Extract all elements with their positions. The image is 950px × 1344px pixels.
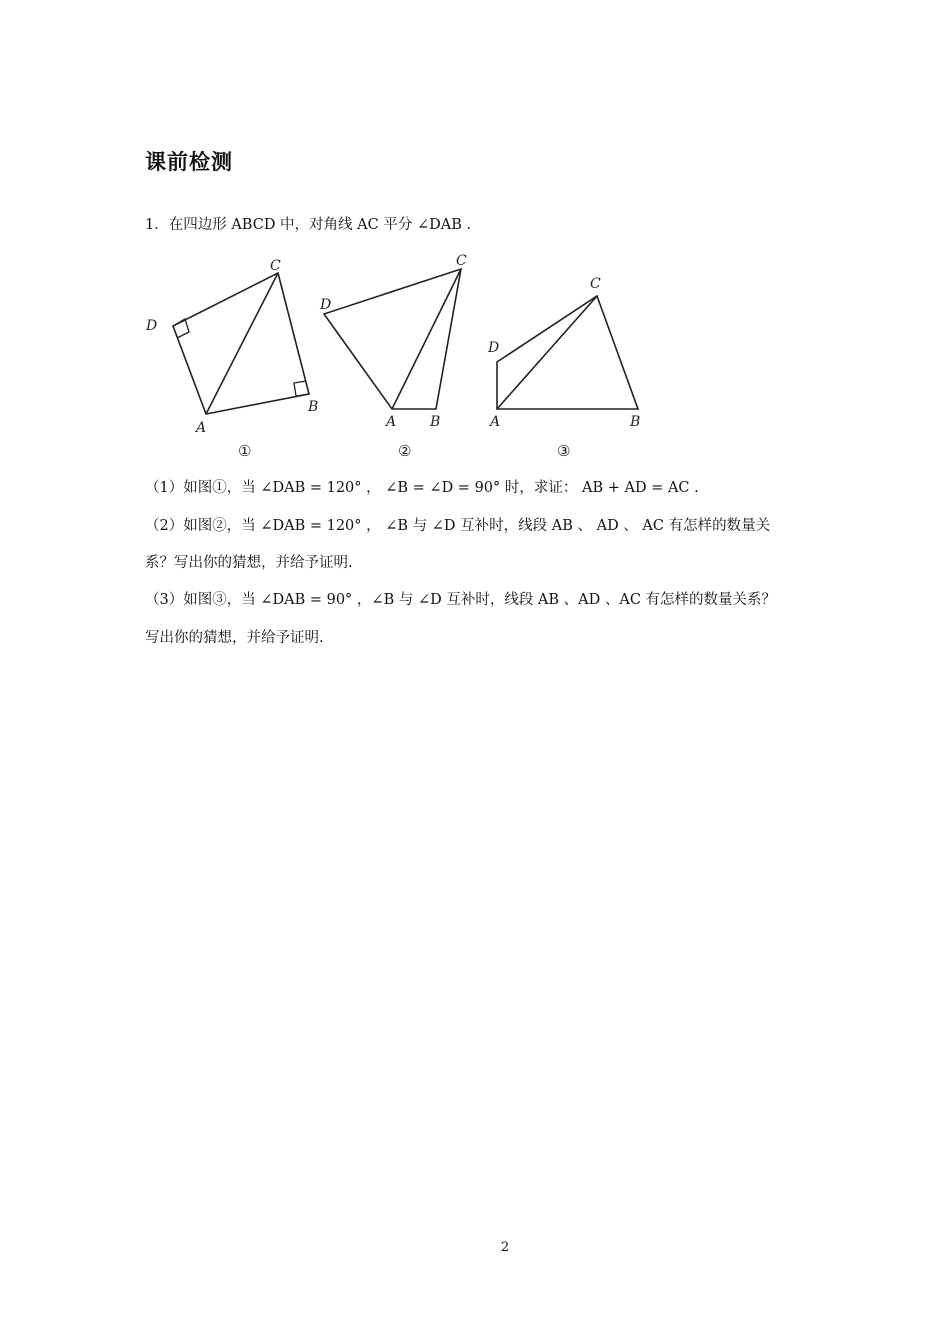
page-number: 2 <box>500 1240 510 1255</box>
label-c-1: C <box>270 258 281 274</box>
figure-number-1: ① <box>238 442 252 460</box>
problem-part-2-line-2: 系？写出你的猜想，并给予证明. <box>145 555 353 571</box>
label-b-2: B <box>430 414 441 430</box>
label-a-2: A <box>386 414 397 430</box>
quadrilateral-2 <box>324 269 461 409</box>
diagonal-ac-1 <box>206 273 278 414</box>
label-b-3: B <box>630 414 641 430</box>
problem-part-3-line-2: 写出你的猜想，并给予证明. <box>145 630 324 646</box>
label-c-2: C <box>456 253 467 269</box>
figure-3 <box>487 276 640 460</box>
label-d-1: D <box>146 318 158 334</box>
label-d-2: D <box>320 297 332 313</box>
diagonal-ac-2 <box>392 269 461 409</box>
problem-part-2-line-1: （2）如图②，当 ∠DAB = 120° ， ∠B 与 ∠D 互补时，线段 AB 、 AD 、 AC 有怎样的数量关 <box>145 518 771 534</box>
label-c-3: C <box>590 276 601 292</box>
figure-number-3: ③ <box>557 442 571 460</box>
geometry-figures <box>140 248 660 468</box>
label-a-3: A <box>490 414 501 430</box>
quadrilateral-3 <box>497 296 638 409</box>
quadrilateral-1 <box>173 273 309 414</box>
problem-part-1: （1）如图①，当 ∠DAB = 120° ， ∠B = ∠D = 90° 时，求证： AB + AD = AC . <box>145 480 699 496</box>
right-angle-mark-d <box>173 319 189 338</box>
label-b-1: B <box>308 399 319 415</box>
label-d-3: D <box>488 340 500 356</box>
figure-2 <box>319 253 467 460</box>
problem-stem: 1．在四边形 ABCD 中，对角线 AC 平分 ∠DAB . <box>145 217 472 233</box>
section-title: 课前检测 <box>145 150 233 174</box>
problem-part-3-line-1: （3）如图③，当 ∠DAB = 90° ，∠B 与 ∠D 互补时，线段 AB 、AD 、AC 有怎样的数量关系？ <box>145 592 777 608</box>
label-a-1: A <box>196 420 207 436</box>
figure-number-2: ② <box>398 442 412 460</box>
figure-1 <box>145 258 318 460</box>
